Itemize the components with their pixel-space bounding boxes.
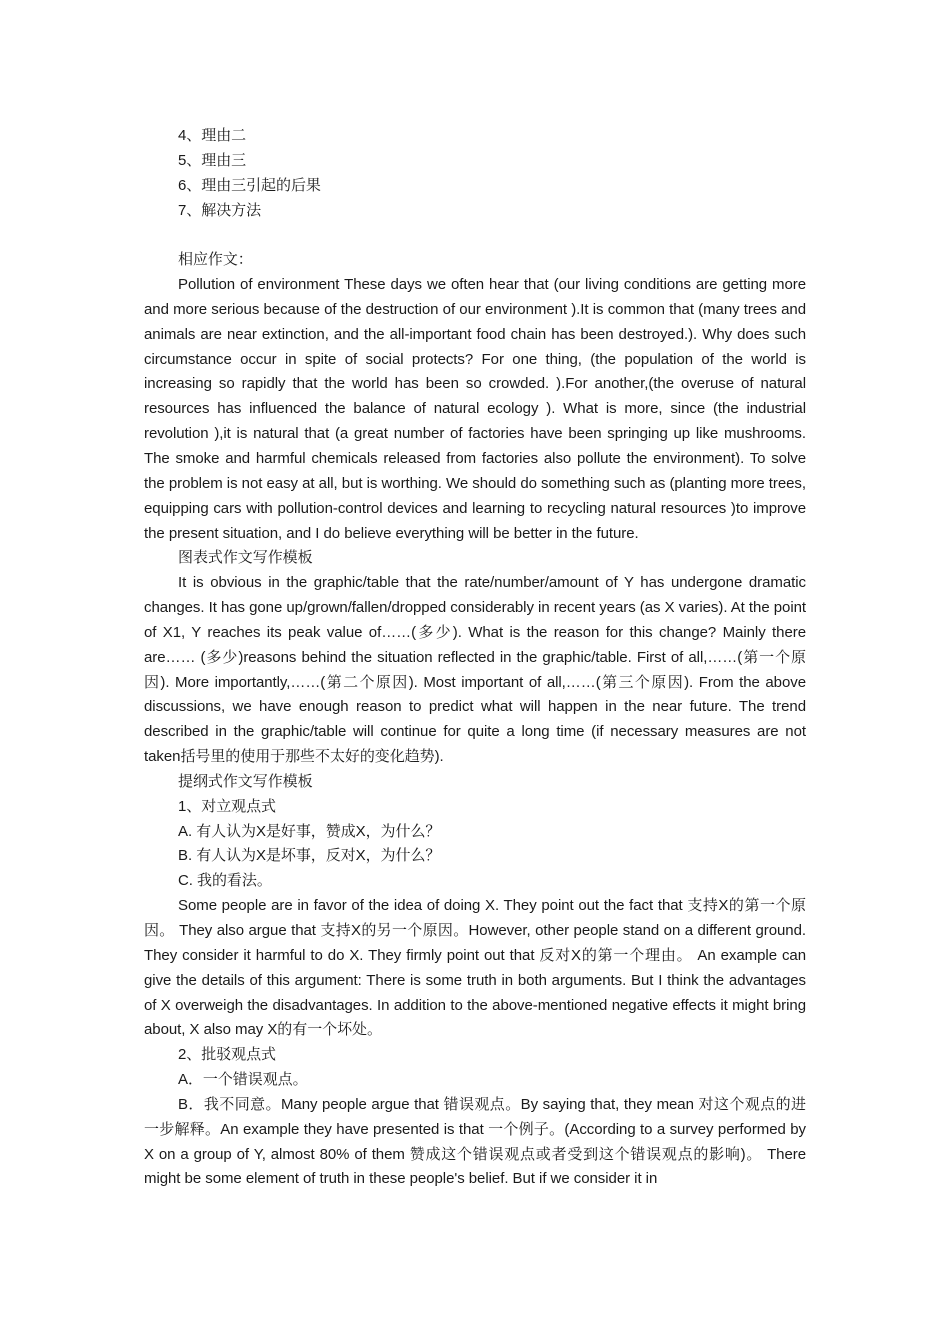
chart-template-paragraph: It is obvious in the graphic/table that the rate/number/amount of Y has undergone dramatic changes. It has gone up/grown/fallen/dropped considerably in recent years (as X varies). At the point of X1, Y reaches its peak value of……(多少). What is the reason for this change? Mainly there are…… (多少)reasons behind the situation reflected in the graphic/table. First of all,……(第一个原因). More importantly,……(第二个原因). Most important of all,……(第三个原因). From the above discussions, we have enough reason to predict what will happen in the near future. The trend described in the graphic/table will continue for quite a long time (if necessary measures are not taken括号里的使用于那些不太好的变化趋势). xyxy=(144,574,807,766)
outline-item: 5、理由三 xyxy=(178,151,247,169)
section-point: C. 我的看法。 xyxy=(178,872,272,890)
outline-item: 4、理由二 xyxy=(178,127,247,144)
section-point: A. 有人认为X是好事，赞成X，为什么？ xyxy=(178,822,441,840)
sample-essay-paragraph: Pollution of environment These days we often hear that (our living conditions are getting more and more serious because of the destruction of our environment ).It is common that (many trees and animals are near extinction, and the all-important food chain has been destroyed.). Why does such circumstance occur in spite of social protects? For one thing, (the population of the world is increasing so rapidly that the world has been so crowded. ).For another,(the overuse of natural resources has influenced the balance of natural ecology ). What is more, since (the industrial revolution ),it is natural that (a great number of factories have been springing up like mushrooms. The smoke and harmful chemicals released from factories also pollute the environment). To solve the problem is not easy at all, but is worthing. We should do something such as (planting more trees, equipping cars with pollution-control devices and learning to recycling natural resources )to improve the present situation, and I do believe everything will be better in the future. xyxy=(144,276,806,542)
chart-template-heading: 图表式作文写作模板 xyxy=(178,549,313,567)
outline-item: 7、解决方法 xyxy=(178,201,262,219)
section-paragraph: Some people are in favor of the idea of doing X. They point out the fact that 支持X的第一个原因。 They also argue that 支持X的另一个原因。However, other people stand on a different ground. They consider it harmful to do X. They firmly point out that 反对X的第一个理由。 An example can give the details of this argument: There is some truth in both arguments. But I think the advantages of X overweigh the disadvantages. In addition to the above-mentioned negative effects it might bring about, X also may X的有一个坏处。 xyxy=(144,897,806,1039)
section-paragraph: B．我不同意。Many people argue that 错误观点。By saying that, they mean 对这个观点的进一步解释。An example they have presented is that 一个例子。(According to a survey performed by X on a group of Y, almost 80% of them 赞成这个错误观点或者受到这个错误观点的影响)。 There might be some element of truth in these people's belief. But if we consider it in xyxy=(144,1095,806,1188)
section-point: A．一个错误观点。 xyxy=(178,1071,308,1089)
section-title: 1、对立观点式 xyxy=(178,797,276,815)
section-title: 2、批驳观点式 xyxy=(178,1046,276,1064)
section-point: B. 有人认为X是坏事，反对X，为什么？ xyxy=(178,847,441,865)
outline-template-heading: 提纲式作文写作模板 xyxy=(178,772,313,790)
sample-heading: 相应作文： xyxy=(178,251,253,269)
document-body xyxy=(144,124,806,1192)
spacer xyxy=(144,223,806,248)
outline-item: 6、理由三引起的后果 xyxy=(178,176,321,194)
